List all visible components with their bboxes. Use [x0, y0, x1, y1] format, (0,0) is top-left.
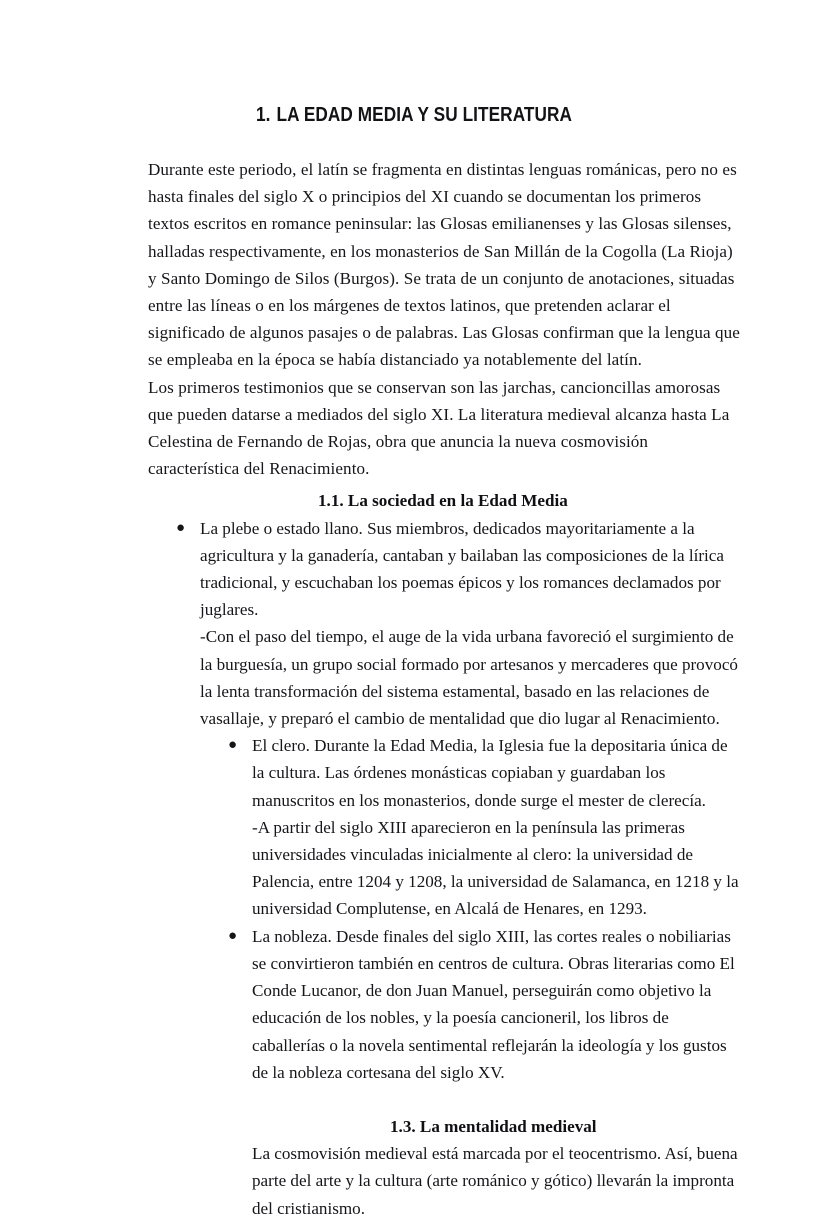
list-item-text: La nobleza. Desde finales del siglo XIII, las cortes reales o nobiliarias se convirtieron también en centros de cultura. Obras literarias como El Conde Lucanor, de don Juan Manuel, perseguirán como objetivo la educación de los nobles, y la poesía cancioneril, los libros de caballerías o la novela sentimental reflejarán la ideología y los gustos de la nobleza cortesana del siglo XV.: [252, 926, 735, 1082]
section-1-3-body: La cosmovisión medieval está marcada por el teocentrismo. Así, buena parte del arte y la cultura (arte románico y gótico) llevarán la impronta del cristianismo.: [252, 1144, 738, 1218]
document-body: [148, 156, 740, 1222]
list-item-text: La plebe o estado llano. Sus miembros, dedicados mayoritariamente a la agricultura y la ganadería, cantaban y bailaban las composiciones de la lírica tradicional, y escuchaban los poemas épicos y los romances declamados por juglares.: [200, 518, 724, 620]
spacer-before-section-1-3: [148, 1086, 740, 1113]
intro-paragraph-2: Los primeros testimonios que se conservan son las jarchas, cancioncillas amorosas que pueden datarse a mediados del siglo XI. La literatura medieval alcanza hasta La Celestina de Fernando de Rojas, obra que anuncia la nueva cosmovisión característica del Renacimiento.: [148, 377, 730, 479]
page-title-number: 1.: [255, 104, 271, 126]
list-item-note: -Con el paso del tiempo, el auge de la vida urbana favoreció el surgimiento de la burguesía, un grupo social formado por artesanos y mercaderes que provocó la lenta transformación del sistema estamental, basado en las relaciones de vasallaje, y preparó el cambio de mentalidad que dio lugar al Renacimiento.: [200, 627, 738, 729]
bullet-dot-icon: ●: [176, 519, 186, 536]
bullet-dot-icon: ●: [228, 737, 238, 754]
list-item: [224, 923, 740, 1086]
list-item: [172, 515, 740, 624]
section-heading-1-3: 1.3. La mentalidad medieval: [390, 1116, 597, 1136]
bullet-dot-icon: ●: [228, 927, 238, 944]
list-item: [224, 732, 740, 814]
society-bullet-list: [148, 515, 740, 1086]
list-item-text: El clero. Durante la Edad Media, la Iglesia fue la depositaria única de la cultura. Las órdenes monásticas copiaban y guardaban los manuscritos en los monasterios, donde surge el mester de clerecía.: [252, 736, 728, 810]
page-title-text: LA EDAD MEDIA Y SU LITERATURA: [276, 104, 573, 126]
intro-paragraph-1: Durante este periodo, el latín se fragmenta en distintas lenguas románicas, pero no es hasta finales del siglo X o principios del XI cuando se documentan los primeros textos escritos en romance peninsular: las Glosas emilianenses y las Glosas silenses, halladas respectivamente, en los monasterios de San Millán de la Cogolla (La Rioja) y Santo Domingo de Silos (Burgos). Se trata de un conjunto de anotaciones, situadas entre las líneas o en los márgenes de textos latinos, que pretenden aclarar el significado de algunos pasajes o de palabras. Las Glosas confirman que la lengua que se empleaba en la época se había distanciado ya notablemente del latín.: [148, 160, 740, 370]
section-heading-1-1: 1.1. La sociedad en la Edad Media: [318, 491, 568, 511]
list-item-note: -A partir del siglo XIII aparecieron en la península las primeras universidades vinculadas inicialmente al clero: la universidad de Palencia, entre 1204 y 1208, la universidad de Salamanca, en 1218 y la universidad Complutense, en Alcalá de Henares, en 1293.: [252, 817, 739, 919]
page-title: [58, 104, 770, 127]
